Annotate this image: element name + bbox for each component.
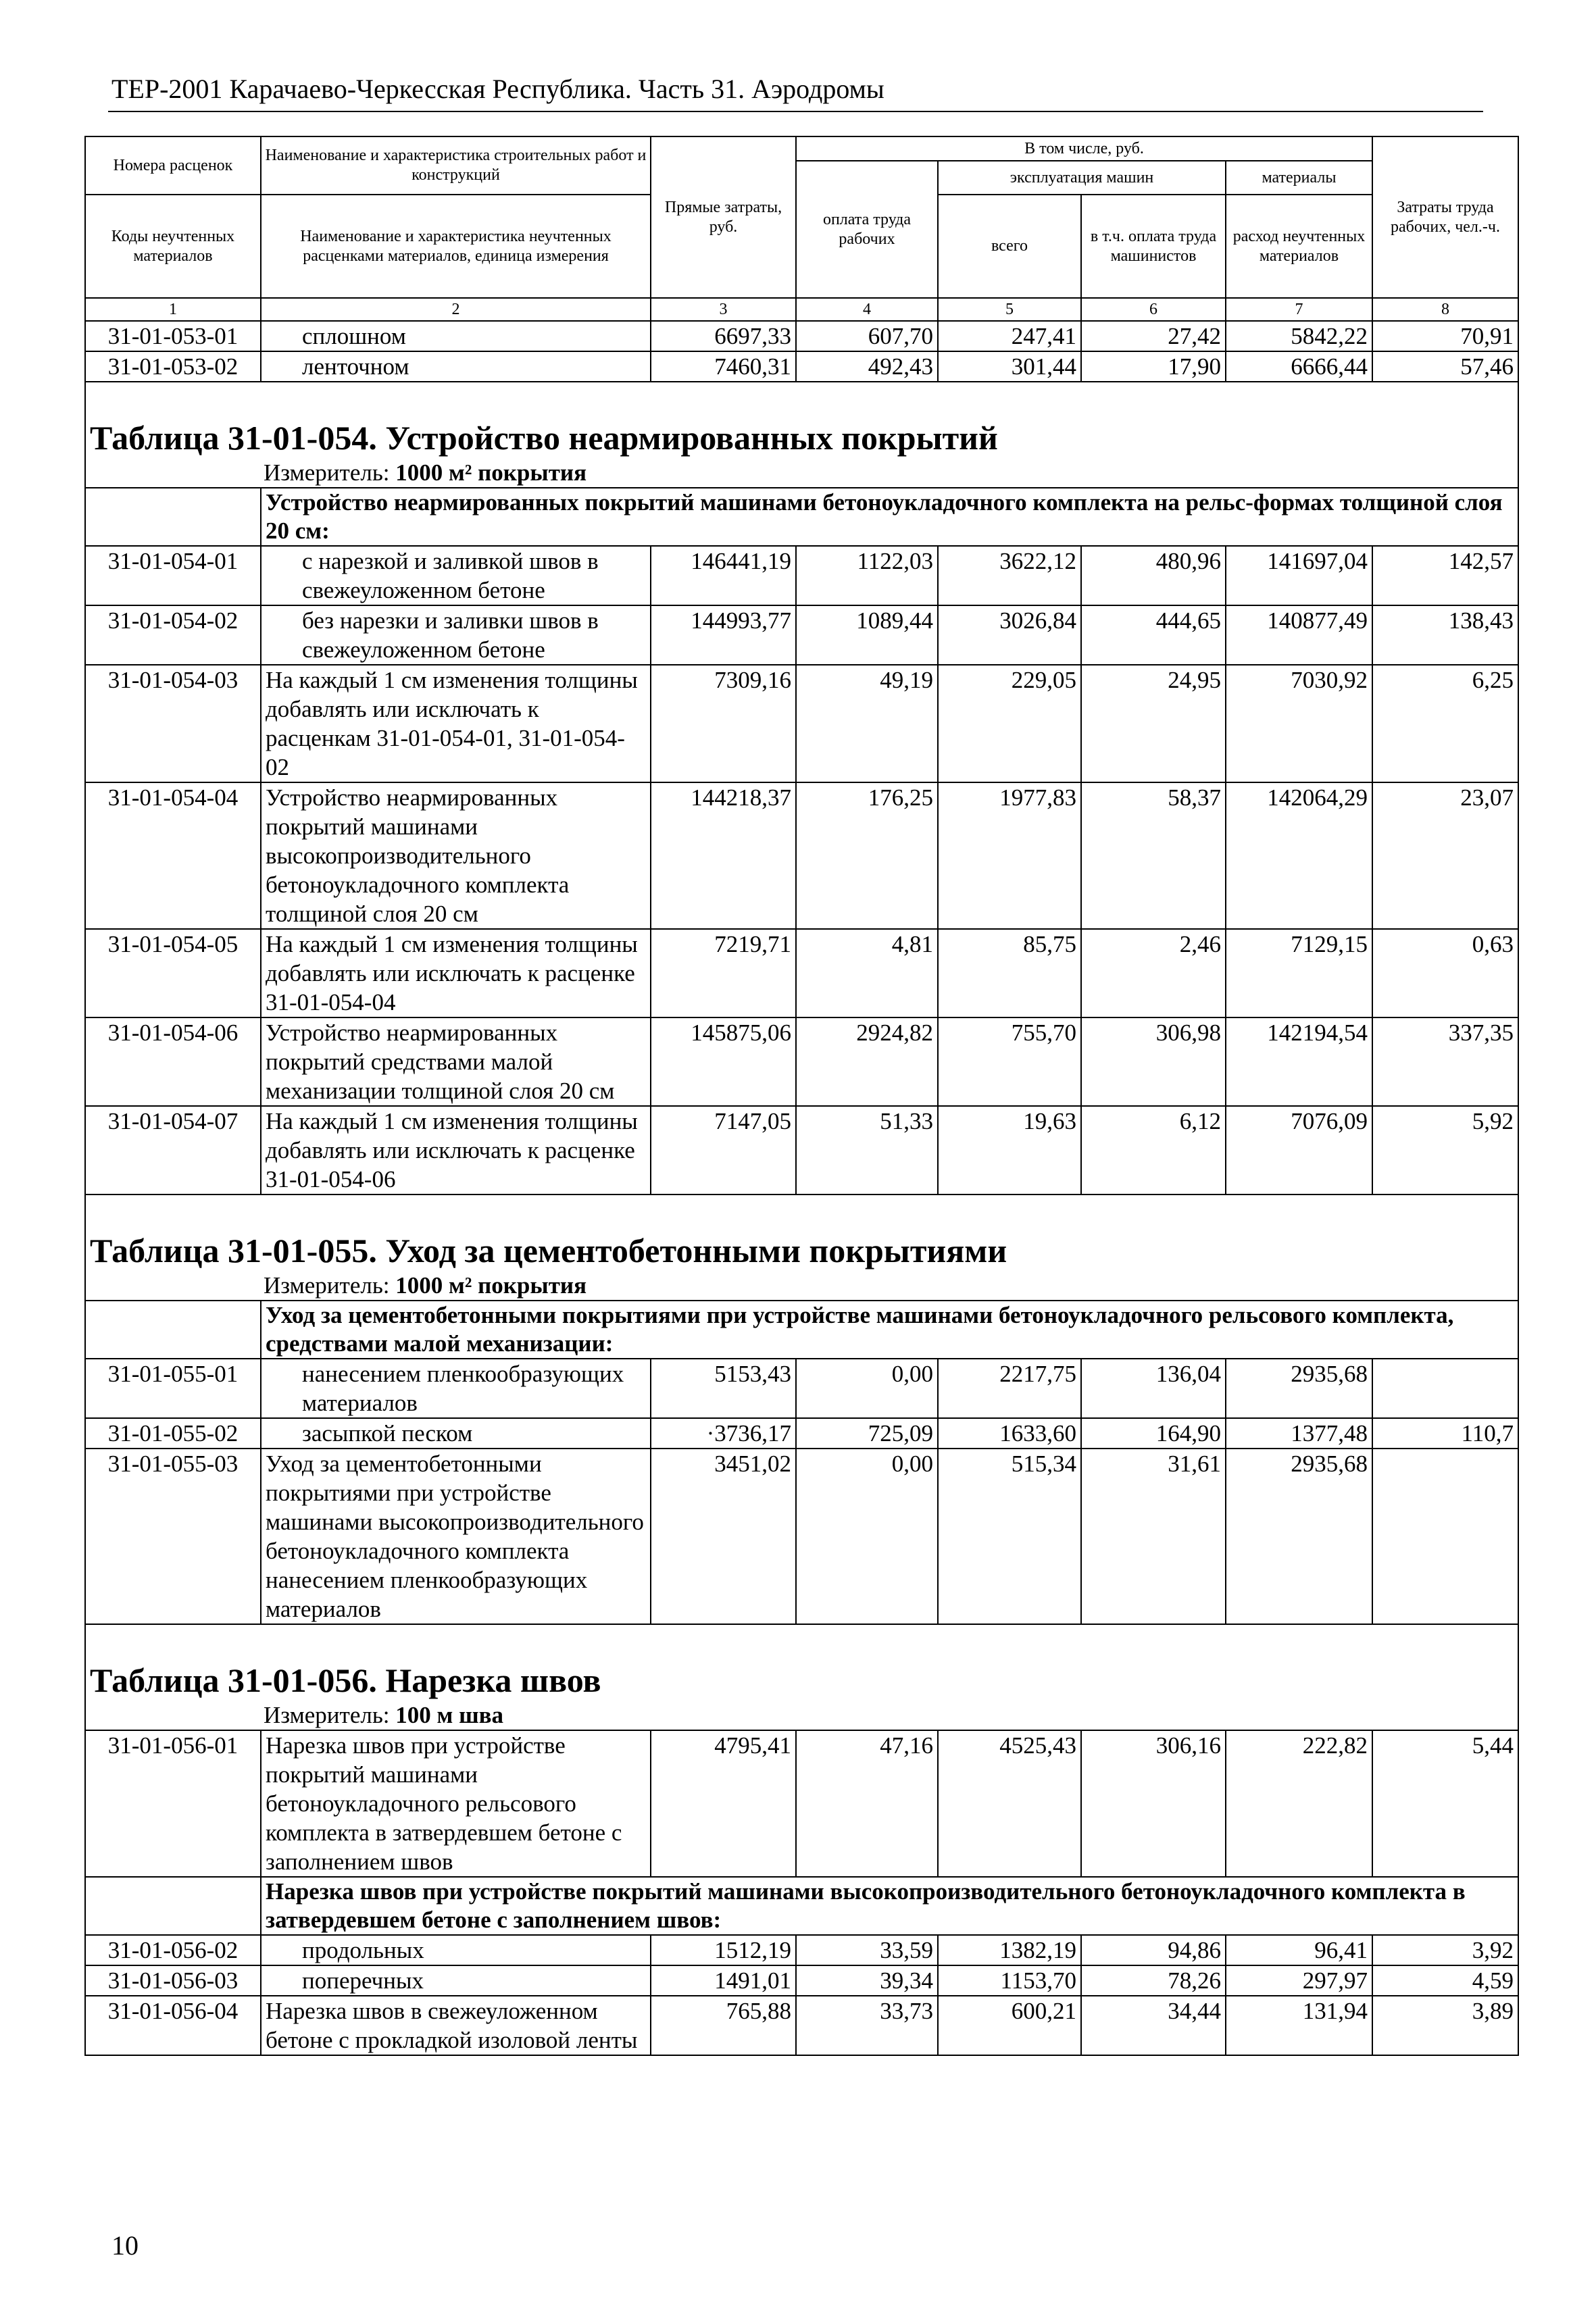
col-header-material-name: Наименование и характеристика неучтенных расценками материалов, единица измерения <box>261 195 651 298</box>
table-row <box>85 1017 1518 1106</box>
direct-costs-value: 7147,05 <box>651 1106 796 1194</box>
direct-costs-value: 765,88 <box>651 1996 796 2055</box>
table-row <box>85 1106 1518 1194</box>
group-heading-row <box>85 1301 1518 1359</box>
labor-hours-value: 23,07 <box>1372 782 1518 929</box>
materials-cost-value: 2935,68 <box>1226 1359 1372 1418</box>
operator-pay-value: 306,16 <box>1081 1730 1226 1877</box>
operator-pay-value: 480,96 <box>1081 546 1226 605</box>
column-number: 7 <box>1226 298 1372 321</box>
labor-hours-value: 5,92 <box>1372 1106 1518 1194</box>
column-number: 4 <box>796 298 938 321</box>
rate-description: Нарезка швов в свежеуложенном бетоне с прокладкой изоловой ленты <box>261 1996 651 2055</box>
operator-pay-value: 2,46 <box>1081 929 1226 1017</box>
machines-total-value: 1633,60 <box>938 1418 1081 1449</box>
materials-cost-value: 1377,48 <box>1226 1418 1372 1449</box>
rate-code: 31-01-056-01 <box>85 1730 261 1877</box>
group-heading-row <box>85 488 1518 546</box>
table-row <box>85 665 1518 782</box>
measure-unit-row <box>85 1701 1518 1730</box>
worker-pay-value: 33,73 <box>796 1996 938 2055</box>
measure-label: Измеритель: <box>264 1702 390 1728</box>
materials-cost-value: 222,82 <box>1226 1730 1372 1877</box>
operator-pay-value: 306,98 <box>1081 1017 1226 1106</box>
worker-pay-value: 4,81 <box>796 929 938 1017</box>
labor-hours-value <box>1372 1359 1518 1418</box>
materials-cost-value: 2935,68 <box>1226 1449 1372 1624</box>
table-section-title-row <box>85 409 1518 458</box>
worker-pay-value: 0,00 <box>796 1359 938 1418</box>
col-header-material-codes: Коды неучтенных материалов <box>85 195 261 298</box>
direct-costs-value: 7219,71 <box>651 929 796 1017</box>
worker-pay-value: 39,34 <box>796 1965 938 1996</box>
group-heading: Уход за цементобетонными покрытиями при устройстве машинами бетоноукладочного рельсового комплекта, средствами малой механизации: <box>261 1301 1518 1359</box>
rate-description: Устройство неармированных покрытий средствами малой механизации толщиной слоя 20 см <box>261 1017 651 1106</box>
table-section-title: Таблица 31-01-056. Нарезка швов <box>85 1652 1518 1701</box>
operator-pay-value: 164,90 <box>1081 1418 1226 1449</box>
rate-code: 31-01-054-04 <box>85 782 261 929</box>
machines-total-value: 515,34 <box>938 1449 1081 1624</box>
table-row <box>85 1418 1518 1449</box>
machines-total-value: 3622,12 <box>938 546 1081 605</box>
table-row <box>85 1965 1518 1996</box>
rate-description: На каждый 1 см изменения толщины добавлять или исключать к расценкам 31-01-054-01, 31-01-054-02 <box>261 665 651 782</box>
direct-costs-value: 1491,01 <box>651 1965 796 1996</box>
rates-table <box>84 136 1519 2056</box>
labor-hours-value: 138,43 <box>1372 605 1518 665</box>
materials-cost-value: 297,97 <box>1226 1965 1372 1996</box>
col-header-material-use: расход неучтенных материалов <box>1226 195 1372 298</box>
machines-total-value: 3026,84 <box>938 605 1081 665</box>
page-number: 10 <box>111 2230 139 2261</box>
rate-description: сплошном <box>261 321 651 351</box>
rate-description: Устройство неармированных покрытий машинами высокопроизводительного бетоноукладочного комплекта толщиной слоя 20 см <box>261 782 651 929</box>
materials-cost-value: 96,41 <box>1226 1935 1372 1965</box>
direct-costs-value: 146441,19 <box>651 546 796 605</box>
direct-costs-value: 145875,06 <box>651 1017 796 1106</box>
direct-costs-value: 144993,77 <box>651 605 796 665</box>
column-number: 3 <box>651 298 796 321</box>
measure-value: 1000 м² покрытия <box>395 459 587 486</box>
empty-code-cell <box>85 488 261 546</box>
spacer-cell <box>85 1624 1518 1652</box>
rate-description: продольных <box>261 1935 651 1965</box>
col-header-machines: эксплуатация машин <box>938 161 1226 195</box>
rate-description: Уход за цементобетонными покрытиями при устройстве машинами высокопроизводительного бетоноукладочного комплекта нанесением пленкообразующих материалов <box>261 1449 651 1624</box>
spacer-row <box>85 1194 1518 1222</box>
direct-costs-value: ·3736,17 <box>651 1418 796 1449</box>
measure-unit-row <box>85 458 1518 488</box>
direct-costs-value: 7460,31 <box>651 351 796 382</box>
materials-cost-value: 142064,29 <box>1226 782 1372 929</box>
worker-pay-value: 1089,44 <box>796 605 938 665</box>
table-row <box>85 1730 1518 1877</box>
rate-code: 31-01-053-02 <box>85 351 261 382</box>
labor-hours-value <box>1372 1449 1518 1624</box>
rate-description: нанесением пленкообразующих материалов <box>261 1359 651 1418</box>
rate-code: 31-01-054-03 <box>85 665 261 782</box>
table-row <box>85 929 1518 1017</box>
group-heading: Нарезка швов при устройстве покрытий машинами высокопроизводительного бетоноукладочного комплекта в затвердевшем бетоне с заполнением швов: <box>261 1877 1518 1935</box>
worker-pay-value: 2924,82 <box>796 1017 938 1106</box>
worker-pay-value: 33,59 <box>796 1935 938 1965</box>
rate-code: 31-01-054-01 <box>85 546 261 605</box>
spacer-cell <box>85 1194 1518 1222</box>
worker-pay-value: 51,33 <box>796 1106 938 1194</box>
col-header-work-name: Наименование и характеристика строительных работ и конструкций <box>261 136 651 195</box>
table-section-title-row <box>85 1222 1518 1271</box>
rate-description: Нарезка швов при устройстве покрытий машинами бетоноукладочного рельсового комплекта в затвердевшем бетоне с заполнением швов <box>261 1730 651 1877</box>
table-section-title: Таблица 31-01-055. Уход за цементобетонными покрытиями <box>85 1222 1518 1271</box>
rate-code: 31-01-055-02 <box>85 1418 261 1449</box>
rate-description: с нарезкой и заливкой швов в свежеуложенном бетоне <box>261 546 651 605</box>
rate-code: 31-01-055-03 <box>85 1449 261 1624</box>
table-row <box>85 351 1518 382</box>
table-row <box>85 1359 1518 1418</box>
labor-hours-value: 70,91 <box>1372 321 1518 351</box>
col-header-rate-numbers: Номера расценок <box>85 136 261 195</box>
rate-code: 31-01-056-03 <box>85 1965 261 1996</box>
empty-code-cell <box>85 1301 261 1359</box>
operator-pay-value: 136,04 <box>1081 1359 1226 1418</box>
measure-unit <box>85 1701 1518 1730</box>
col-header-materials: материалы <box>1226 161 1372 195</box>
direct-costs-value: 7309,16 <box>651 665 796 782</box>
worker-pay-value: 1122,03 <box>796 546 938 605</box>
machines-total-value: 1382,19 <box>938 1935 1081 1965</box>
machines-total-value: 247,41 <box>938 321 1081 351</box>
rate-code: 31-01-054-05 <box>85 929 261 1017</box>
rate-description: На каждый 1 см изменения толщины добавлять или исключать к расценке 31-01-054-06 <box>261 1106 651 1194</box>
operator-pay-value: 94,86 <box>1081 1935 1226 1965</box>
operator-pay-value: 27,42 <box>1081 321 1226 351</box>
labor-hours-value: 4,59 <box>1372 1965 1518 1996</box>
group-heading: Устройство неармированных покрытий машинами бетоноукладочного комплекта на рельс-формах толщиной слоя 20 см: <box>261 488 1518 546</box>
materials-cost-value: 7076,09 <box>1226 1106 1372 1194</box>
measure-value: 1000 м² покрытия <box>395 1272 587 1299</box>
materials-cost-value: 5842,22 <box>1226 321 1372 351</box>
rate-description: На каждый 1 см изменения толщины добавлять или исключать к расценке 31-01-054-04 <box>261 929 651 1017</box>
machines-total-value: 85,75 <box>938 929 1081 1017</box>
materials-cost-value: 6666,44 <box>1226 351 1372 382</box>
group-heading-row <box>85 1877 1518 1935</box>
labor-hours-value: 0,63 <box>1372 929 1518 1017</box>
direct-costs-value: 1512,19 <box>651 1935 796 1965</box>
measure-unit <box>85 458 1518 488</box>
machines-total-value: 755,70 <box>938 1017 1081 1106</box>
machines-total-value: 301,44 <box>938 351 1081 382</box>
machines-total-value: 4525,43 <box>938 1730 1081 1877</box>
spacer-row <box>85 382 1518 409</box>
rate-code: 31-01-054-02 <box>85 605 261 665</box>
rate-code: 31-01-055-01 <box>85 1359 261 1418</box>
column-number: 1 <box>85 298 261 321</box>
spacer-row <box>85 1624 1518 1652</box>
measure-label: Измеритель: <box>264 459 390 486</box>
worker-pay-value: 47,16 <box>796 1730 938 1877</box>
machines-total-value: 1977,83 <box>938 782 1081 929</box>
rate-description: засыпкой песком <box>261 1418 651 1449</box>
labor-hours-value: 6,25 <box>1372 665 1518 782</box>
measure-label: Измеритель: <box>264 1272 390 1299</box>
worker-pay-value: 49,19 <box>796 665 938 782</box>
worker-pay-value: 492,43 <box>796 351 938 382</box>
measure-value: 100 м шва <box>395 1702 504 1728</box>
col-header-worker-pay: оплата труда рабочих <box>796 161 938 298</box>
table-row <box>85 1996 1518 2055</box>
table-row <box>85 782 1518 929</box>
materials-cost-value: 7129,15 <box>1226 929 1372 1017</box>
direct-costs-value: 144218,37 <box>651 782 796 929</box>
column-number: 5 <box>938 298 1081 321</box>
operator-pay-value: 444,65 <box>1081 605 1226 665</box>
rate-description: без нарезки и заливки швов в свежеуложенном бетоне <box>261 605 651 665</box>
machines-total-value: 2217,75 <box>938 1359 1081 1418</box>
operator-pay-value: 78,26 <box>1081 1965 1226 1996</box>
direct-costs-value: 6697,33 <box>651 321 796 351</box>
rate-code: 31-01-056-04 <box>85 1996 261 2055</box>
rate-description: поперечных <box>261 1965 651 1996</box>
col-header-direct-costs: Прямые затраты, руб. <box>651 136 796 298</box>
materials-cost-value: 142194,54 <box>1226 1017 1372 1106</box>
materials-cost-value: 7030,92 <box>1226 665 1372 782</box>
table-section-title: Таблица 31-01-054. Устройство неармированных покрытий <box>85 409 1518 458</box>
direct-costs-value: 5153,43 <box>651 1359 796 1418</box>
materials-cost-value: 131,94 <box>1226 1996 1372 2055</box>
worker-pay-value: 0,00 <box>796 1449 938 1624</box>
machines-total-value: 229,05 <box>938 665 1081 782</box>
document-header-title: ТЕР-2001 Карачаево-Черкесская Республика. Часть 31. Аэродромы <box>111 74 884 104</box>
table-row <box>85 1935 1518 1965</box>
operator-pay-value: 34,44 <box>1081 1996 1226 2055</box>
direct-costs-value: 3451,02 <box>651 1449 796 1624</box>
labor-hours-value: 3,92 <box>1372 1935 1518 1965</box>
col-header-operator-pay: в т.ч. оплата труда машинистов <box>1081 195 1226 298</box>
table-row <box>85 605 1518 665</box>
worker-pay-value: 725,09 <box>796 1418 938 1449</box>
machines-total-value: 1153,70 <box>938 1965 1081 1996</box>
materials-cost-value: 141697,04 <box>1226 546 1372 605</box>
table-row <box>85 546 1518 605</box>
direct-costs-value: 4795,41 <box>651 1730 796 1877</box>
measure-unit <box>85 1271 1518 1301</box>
labor-hours-value: 3,89 <box>1372 1996 1518 2055</box>
labor-hours-value: 337,35 <box>1372 1017 1518 1106</box>
header-rule <box>108 111 1483 112</box>
col-header-machines-total: всего <box>938 195 1081 298</box>
rate-description: ленточном <box>261 351 651 382</box>
table-row <box>85 1449 1518 1624</box>
machines-total-value: 19,63 <box>938 1106 1081 1194</box>
column-number: 2 <box>261 298 651 321</box>
col-header-including: В том числе, руб. <box>796 136 1372 161</box>
worker-pay-value: 607,70 <box>796 321 938 351</box>
operator-pay-value: 58,37 <box>1081 782 1226 929</box>
rate-code: 31-01-054-07 <box>85 1106 261 1194</box>
operator-pay-value: 6,12 <box>1081 1106 1226 1194</box>
column-number: 6 <box>1081 298 1226 321</box>
labor-hours-value: 142,57 <box>1372 546 1518 605</box>
column-number-row <box>85 298 1518 321</box>
spacer-cell <box>85 382 1518 409</box>
table-section-title-row <box>85 1652 1518 1701</box>
measure-unit-row <box>85 1271 1518 1301</box>
rate-code: 31-01-056-02 <box>85 1935 261 1965</box>
column-number: 8 <box>1372 298 1518 321</box>
empty-code-cell <box>85 1877 261 1935</box>
rate-code: 31-01-054-06 <box>85 1017 261 1106</box>
labor-hours-value: 110,7 <box>1372 1418 1518 1449</box>
worker-pay-value: 176,25 <box>796 782 938 929</box>
operator-pay-value: 24,95 <box>1081 665 1226 782</box>
materials-cost-value: 140877,49 <box>1226 605 1372 665</box>
col-header-labor-hours: Затраты труда рабочих, чел.-ч. <box>1372 136 1518 298</box>
labor-hours-value: 57,46 <box>1372 351 1518 382</box>
machines-total-value: 600,21 <box>938 1996 1081 2055</box>
operator-pay-value: 31,61 <box>1081 1449 1226 1624</box>
table-row <box>85 321 1518 351</box>
labor-hours-value: 5,44 <box>1372 1730 1518 1877</box>
rate-code: 31-01-053-01 <box>85 321 261 351</box>
operator-pay-value: 17,90 <box>1081 351 1226 382</box>
header-row <box>85 136 1518 161</box>
